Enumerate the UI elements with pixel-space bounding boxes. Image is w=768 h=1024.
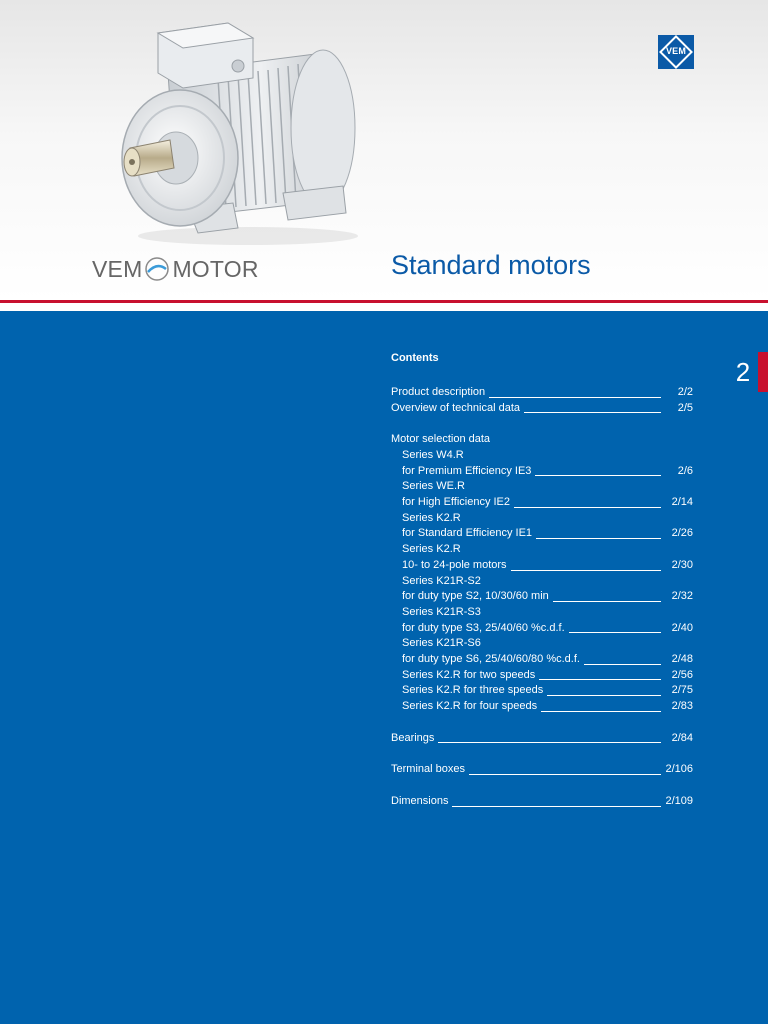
toc-label: for duty type S3, 25/40/60 %c.d.f. xyxy=(402,621,565,634)
toc-section-heading xyxy=(391,432,693,448)
toc-label: Motor selection data xyxy=(391,433,491,446)
chapter-marker xyxy=(758,352,768,392)
toc-page: 2/32 xyxy=(671,590,693,603)
toc-entry[interactable] xyxy=(391,621,693,637)
toc-label: Series WE.R xyxy=(402,480,465,493)
toc-label: Series K2.R xyxy=(402,511,461,524)
toc-label: Series K21R-S2 xyxy=(402,574,481,587)
toc-label: Bearings xyxy=(391,731,435,744)
toc-entry xyxy=(391,511,693,527)
toc-leader xyxy=(469,774,661,775)
badge-text: VEM xyxy=(665,46,687,56)
toc-leader xyxy=(511,570,661,571)
toc-leader xyxy=(489,397,661,398)
toc-label: Series K2.R for two speeds xyxy=(402,668,536,681)
toc-page: 2/109 xyxy=(665,795,693,808)
chapter-number: 2 xyxy=(735,356,751,387)
toc-leader xyxy=(541,711,661,712)
toc-entry[interactable] xyxy=(391,401,693,417)
toc-page: 2/2 xyxy=(677,385,693,398)
toc-spacer xyxy=(391,746,693,762)
white-divider xyxy=(0,303,768,311)
toc-entry[interactable] xyxy=(391,794,693,810)
toc-entry[interactable] xyxy=(391,558,693,574)
toc-label: Dimensions xyxy=(391,795,449,808)
toc-heading: Contents xyxy=(391,352,439,364)
toc-label: Overview of technical data xyxy=(391,401,521,414)
toc-entry xyxy=(391,479,693,495)
toc-label: Series K21R-S6 xyxy=(402,637,481,650)
toc-entry[interactable] xyxy=(391,683,693,699)
toc-leader xyxy=(536,538,661,539)
toc-entry[interactable] xyxy=(391,652,693,668)
toc-spacer xyxy=(391,416,693,432)
toc-page: 2/84 xyxy=(671,731,693,744)
brand-logo xyxy=(92,254,259,284)
toc-leader xyxy=(553,601,661,602)
toc-label: Product description xyxy=(391,385,486,398)
toc-entry[interactable] xyxy=(391,699,693,715)
toc-entry[interactable] xyxy=(391,385,693,401)
page-title: Standard motors xyxy=(391,250,591,280)
toc-entry xyxy=(391,448,693,464)
toc-label: for Standard Efficiency IE1 xyxy=(402,527,533,540)
toc-entry[interactable] xyxy=(391,527,693,543)
toc-leader xyxy=(569,632,661,633)
toc-label: Series K2.R xyxy=(402,543,461,556)
toc-page: 2/30 xyxy=(671,558,693,571)
toc-leader xyxy=(524,412,661,413)
toc-spacer xyxy=(391,715,693,731)
toc-label: Series W4.R xyxy=(402,449,464,462)
toc-label: for duty type S6, 25/40/60/80 %c.d.f. xyxy=(402,652,580,665)
toc-page: 2/6 xyxy=(677,464,693,477)
toc-page: 2/26 xyxy=(671,527,693,540)
toc-page: 2/5 xyxy=(677,401,693,414)
toc-entry xyxy=(391,542,693,558)
toc-leader xyxy=(584,664,661,665)
toc-entry xyxy=(391,636,693,652)
toc-leader xyxy=(438,742,661,743)
toc-entry xyxy=(391,605,693,621)
toc-label: for Premium Efficiency IE3 xyxy=(402,464,532,477)
toc-page: 2/48 xyxy=(671,652,693,665)
electric-motor-image xyxy=(108,18,358,250)
brand-left: VEM xyxy=(92,255,143,282)
toc-label: for duty type S2, 10/30/60 min xyxy=(402,590,549,603)
toc-entry[interactable] xyxy=(391,731,693,747)
table-of-contents xyxy=(391,352,693,810)
toc-entry[interactable] xyxy=(391,464,693,480)
toc-leader xyxy=(539,679,661,680)
chapter-tab xyxy=(728,352,768,392)
toc-page: 2/14 xyxy=(671,496,693,509)
toc-label: Series K2.R for four speeds xyxy=(402,700,538,713)
toc-page: 2/83 xyxy=(671,700,693,713)
toc-label: 10- to 24-pole motors xyxy=(402,558,507,571)
toc-spacer xyxy=(391,778,693,794)
toc-page: 2/56 xyxy=(671,668,693,681)
toc-label: Terminal boxes xyxy=(391,763,465,776)
toc-entry[interactable] xyxy=(391,762,693,778)
toc-label: Series K21R-S3 xyxy=(402,605,481,618)
toc-leader xyxy=(452,806,661,807)
toc-page: 2/40 xyxy=(671,621,693,634)
toc-leader xyxy=(514,507,661,508)
toc-entry[interactable] xyxy=(391,668,693,684)
toc-entry xyxy=(391,574,693,590)
toc-label: Series K2.R for three speeds xyxy=(402,684,544,697)
swirl-logo-icon xyxy=(144,256,170,282)
toc-leader xyxy=(547,695,661,696)
toc-label: for High Efficiency IE2 xyxy=(402,496,511,509)
toc-entry[interactable] xyxy=(391,495,693,511)
toc-entry[interactable] xyxy=(391,589,693,605)
toc-page: 2/106 xyxy=(665,763,693,776)
toc-page: 2/75 xyxy=(671,684,693,697)
brand-right: MOTOR xyxy=(172,255,259,282)
toc-leader xyxy=(535,475,661,476)
vem-badge-logo xyxy=(658,35,694,69)
